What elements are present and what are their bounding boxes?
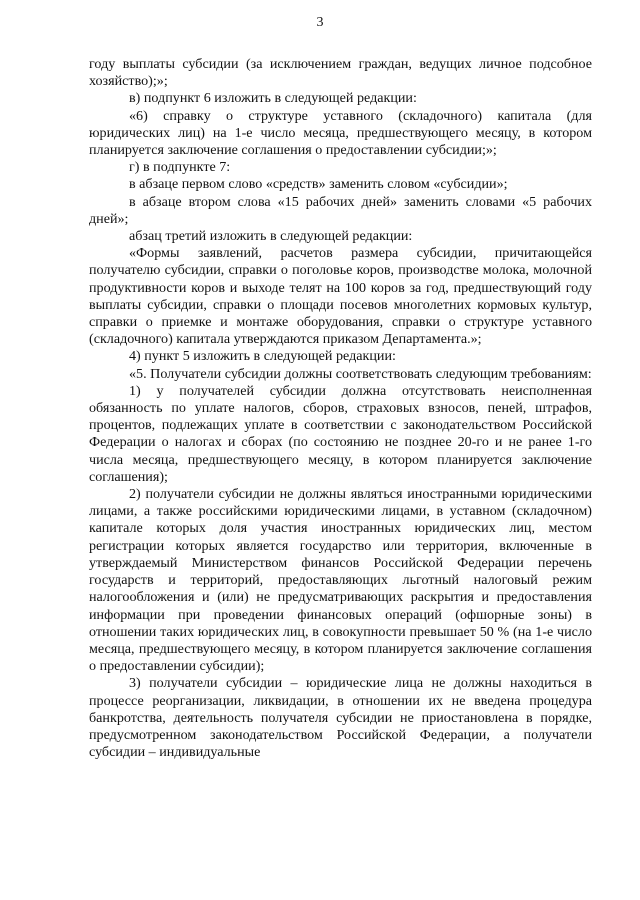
page-number: 3 xyxy=(316,15,324,30)
paragraph: 2) получатели субсидии не должны являться иностранными юридическими лицами, а также российскими юридическими лицами, в уставном (складочном) капитале которых доля участия иностранных юридических лиц, местом регистрации которых является государство или территория, включенные в утверждаемый Министерством финансов Российской Федерации перечень государств и территорий, предоставляющих льготный налоговый режим налогообложения и (или) не предусматривающих раскрытия и предоставления информации при проведении финансовых операций (офшорные зоны) в отношении таких юридических лиц, в совокупности превышает 50 % (на 1-е число месяца, предшествующего месяцу, в котором планируется заключение соглашения о предоставлении субсидии); xyxy=(89,486,592,675)
paragraph: году выплаты субсидии (за исключением граждан, ведущих личное подсобное хозяйство);»; xyxy=(89,56,592,90)
paragraph: в абзаце втором слова «15 рабочих дней» заменить словами «5 рабочих дней»; xyxy=(89,193,592,227)
paragraph: 4) пункт 5 изложить в следующей редакции: xyxy=(129,348,396,365)
paragraph: 3) получатели субсидии – юридические лица не должны находиться в процессе реорганизации, ликвидации, в отношении их не введена процедура банкротства, деятельность получателя субсидии не приостановлена в порядке, предусмотренном законодательством Российской Федерации, а получатели субсидии – индивидуальные xyxy=(89,675,592,761)
paragraph: «Формы заявлений, расчетов размера субсидии, причитающейся получателю субсидии, справки о поголовье коров, производстве молока, молочной продуктивности коров и выходе телят на 100 коров за год, предшествующий году выплаты субсидии, справки о площади посевов многолетних кормовых культур, справки о приемке и монтаже оборудования, справки о структуре уставного (складочного) капитала утверждаются приказом Департамента.»; xyxy=(89,245,592,348)
document-body xyxy=(89,56,592,761)
paragraph: г) в подпункте 7: xyxy=(129,159,231,176)
paragraph: абзац третий изложить в следующей редакции: xyxy=(129,228,413,245)
paragraph: в абзаце первом слово «средств» заменить словом «субсидии»; xyxy=(129,176,508,193)
paragraph: «6) справку о структуре уставного (складочного) капитала (для юридических лиц) на 1-е число месяца, предшествующего месяцу, в котором планируется заключение соглашения о предоставлении субсидии;»; xyxy=(89,107,592,159)
paragraph: «5. Получатели субсидии должны соответствовать следующим требованиям: xyxy=(129,365,592,382)
paragraph: в) подпункт 6 изложить в следующей редакции: xyxy=(129,90,417,107)
paragraph: 1) у получателей субсидии должна отсутствовать неисполненная обязанность по уплате налогов, сборов, страховых взносов, пеней, штрафов, процентов, подлежащих уплате в соответствии с законодательством Российской Федерации о налогах и сборах (по состоянию не позднее 20-го и не ранее 1-го числа месяца, предшествующего месяцу, в котором планируется заключение соглашения); xyxy=(89,382,592,485)
